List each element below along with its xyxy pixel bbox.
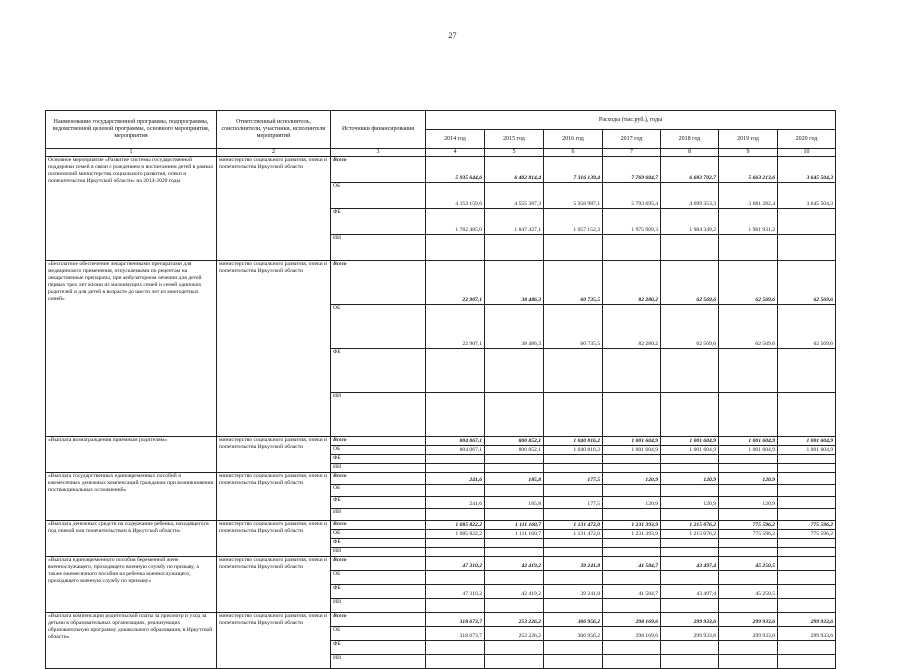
funding-source: ОБ bbox=[331, 183, 426, 209]
expense-value bbox=[778, 485, 836, 497]
expense-value bbox=[544, 485, 603, 497]
expense-value: 42 419,2 bbox=[485, 557, 544, 571]
expense-value: 185,8 bbox=[485, 497, 544, 509]
expense-value: 1 111 160,7 bbox=[485, 530, 544, 539]
expense-value: 1 215 076,2 bbox=[661, 521, 719, 530]
expense-value bbox=[544, 599, 603, 613]
expense-value bbox=[485, 571, 544, 585]
expense-value: 62 569,6 bbox=[719, 305, 778, 349]
expense-value: 38 486,3 bbox=[485, 261, 544, 305]
expense-value bbox=[603, 571, 661, 585]
expense-value bbox=[485, 539, 544, 548]
expense-value: 177,5 bbox=[544, 473, 603, 485]
expense-value: 800 852,1 bbox=[485, 446, 544, 455]
expense-value bbox=[544, 464, 603, 473]
expense-value: 1 111 160,7 bbox=[485, 521, 544, 530]
expense-value bbox=[719, 509, 778, 521]
measure-name: «Выплата вознаграждения приемным родителям» bbox=[46, 437, 217, 473]
expense-value: 1 131 472,0 bbox=[544, 530, 603, 539]
table-row bbox=[46, 157, 836, 183]
expense-value: 60 735,5 bbox=[544, 305, 603, 349]
expense-value bbox=[603, 235, 661, 261]
expense-value: 775 596,2 bbox=[719, 530, 778, 539]
column-number: 5 bbox=[485, 149, 544, 157]
funding-source: ОБ bbox=[331, 305, 426, 349]
expense-value: 1 001 604,9 bbox=[719, 446, 778, 455]
expense-value bbox=[603, 539, 661, 548]
expense-value bbox=[719, 655, 778, 669]
expense-value bbox=[778, 571, 836, 585]
expense-value: 1 040 816,2 bbox=[544, 446, 603, 455]
expense-value: 120,9 bbox=[719, 497, 778, 509]
expense-value bbox=[485, 548, 544, 557]
funding-source: ОБ bbox=[331, 627, 426, 641]
expense-value: 5 793 695,4 bbox=[603, 183, 661, 209]
expense-value bbox=[603, 655, 661, 669]
expense-value: 1 001 604,9 bbox=[661, 437, 719, 446]
expense-value bbox=[544, 393, 603, 437]
expense-value: 804 067,1 bbox=[426, 437, 485, 446]
header-year: 2018 год bbox=[661, 130, 719, 149]
expense-value: 41 584,7 bbox=[603, 585, 661, 599]
column-number: 10 bbox=[778, 149, 836, 157]
expense-value: 22 907,1 bbox=[426, 261, 485, 305]
expense-value bbox=[661, 464, 719, 473]
column-number: 6 bbox=[544, 149, 603, 157]
header-year: 2017 год bbox=[603, 130, 661, 149]
expense-value: 38 486,3 bbox=[485, 305, 544, 349]
expense-value: 7 316 139,4 bbox=[544, 157, 603, 183]
expense-value: 775 596,2 bbox=[719, 521, 778, 530]
expense-value: 804 067,1 bbox=[426, 446, 485, 455]
header-year: 2016 год bbox=[544, 130, 603, 149]
expense-value: 241,6 bbox=[426, 497, 485, 509]
header-year: 2014 год bbox=[426, 130, 485, 149]
expense-value bbox=[426, 464, 485, 473]
funding-source: ФБ bbox=[331, 585, 426, 599]
expense-value bbox=[719, 393, 778, 437]
expense-value: 120,9 bbox=[661, 497, 719, 509]
expense-value: 318 673,7 bbox=[426, 627, 485, 641]
measure-name: «Выплата единовременного пособия беременной жене военнослужащего, проходящего военную службу по призыву, а также ежемесячного пособия на ребенка военнослужащего, проходящего военную службу по призыву» bbox=[46, 557, 217, 613]
expense-value: 45 250,5 bbox=[719, 585, 778, 599]
expense-value bbox=[426, 641, 485, 655]
funding-source: Всего bbox=[331, 557, 426, 571]
funding-source: ИИ bbox=[331, 548, 426, 557]
expense-value: 45 250,5 bbox=[719, 557, 778, 571]
expense-value bbox=[778, 464, 836, 473]
expense-value: 1 131 472,0 bbox=[544, 521, 603, 530]
expense-value: 22 907,1 bbox=[426, 305, 485, 349]
funding-source: ФБ bbox=[331, 539, 426, 548]
expense-value: 3 681 282,4 bbox=[719, 183, 778, 209]
expense-value: 4 153 159,6 bbox=[426, 183, 485, 209]
funding-source: ФБ bbox=[331, 641, 426, 655]
expense-value: 62 569,6 bbox=[778, 261, 836, 305]
funding-source: Всего bbox=[331, 521, 426, 530]
expense-value bbox=[778, 557, 836, 571]
expense-value: 318 673,7 bbox=[426, 613, 485, 627]
column-number: 7 bbox=[603, 149, 661, 157]
expense-value bbox=[778, 349, 836, 393]
expense-value: 3 645 504,3 bbox=[778, 183, 836, 209]
expense-value bbox=[544, 655, 603, 669]
expense-value bbox=[778, 497, 836, 509]
expense-value: 3 645 504,3 bbox=[778, 157, 836, 183]
expense-value bbox=[603, 641, 661, 655]
expense-value bbox=[719, 548, 778, 557]
expense-value: 1 231 393,9 bbox=[603, 530, 661, 539]
expense-value: 39 241,8 bbox=[544, 557, 603, 571]
expense-value: 185,8 bbox=[485, 473, 544, 485]
expense-value bbox=[778, 585, 836, 599]
funding-source: ИИ bbox=[331, 509, 426, 521]
expense-value bbox=[544, 349, 603, 393]
expense-value bbox=[485, 599, 544, 613]
expense-value bbox=[778, 548, 836, 557]
expense-value bbox=[603, 455, 661, 464]
expense-value bbox=[719, 599, 778, 613]
expense-value bbox=[485, 235, 544, 261]
expense-value bbox=[426, 599, 485, 613]
measure-name: «Выплата государственных единовременных пособий и ежемесячных денежных компенсаций гражданам при возникновении поствакцинальных осложнений» bbox=[46, 473, 217, 521]
expense-value: 1 984 349,2 bbox=[661, 209, 719, 235]
expense-value: 241,6 bbox=[426, 473, 485, 485]
expense-value: 1 231 393,9 bbox=[603, 521, 661, 530]
expense-value: 120,9 bbox=[719, 473, 778, 485]
header-executor: Ответственный исполнитель, соисполнители, участники, исполнители мероприятий bbox=[217, 111, 331, 149]
expense-value bbox=[719, 464, 778, 473]
expense-value: 1 957 152,3 bbox=[544, 209, 603, 235]
expense-value bbox=[485, 455, 544, 464]
expense-value: 60 735,5 bbox=[544, 261, 603, 305]
expense-value: 299 933,6 bbox=[778, 613, 836, 627]
funding-source: ОБ bbox=[331, 571, 426, 585]
expense-value: 775 596,2 bbox=[778, 530, 836, 539]
executor-name: министерство социального развития, опеки и попечительства Иркутской области bbox=[217, 261, 331, 437]
expense-value: 1 040 816,2 bbox=[544, 437, 603, 446]
funding-source: Всего bbox=[331, 157, 426, 183]
expense-value bbox=[426, 539, 485, 548]
column-number: 1 bbox=[46, 149, 217, 157]
executor-name: министерство социального развития, опеки и попечительства Иркутской области bbox=[217, 157, 331, 261]
expense-value bbox=[778, 209, 836, 235]
expense-value bbox=[426, 393, 485, 437]
page-number: 27 bbox=[448, 31, 457, 40]
expense-value: 120,9 bbox=[603, 473, 661, 485]
expense-value bbox=[661, 349, 719, 393]
table-row bbox=[46, 473, 836, 485]
expense-value bbox=[485, 464, 544, 473]
expense-value bbox=[661, 235, 719, 261]
expense-value bbox=[661, 455, 719, 464]
expense-value bbox=[661, 655, 719, 669]
expense-value bbox=[661, 548, 719, 557]
expense-value bbox=[426, 235, 485, 261]
expense-value: 1 001 604,9 bbox=[661, 446, 719, 455]
expense-value bbox=[661, 393, 719, 437]
expense-value bbox=[778, 641, 836, 655]
expense-value: 82 280,2 bbox=[603, 305, 661, 349]
expense-value bbox=[603, 485, 661, 497]
expense-value: 47 310,2 bbox=[426, 557, 485, 571]
column-numbers-row bbox=[46, 149, 836, 157]
expense-value bbox=[485, 655, 544, 669]
expense-value bbox=[661, 571, 719, 585]
expense-value: 299 933,6 bbox=[661, 613, 719, 627]
expense-value: 177,5 bbox=[544, 497, 603, 509]
expense-value bbox=[661, 485, 719, 497]
expense-value: 1 975 909,3 bbox=[603, 209, 661, 235]
expense-value: 298 169,6 bbox=[603, 627, 661, 641]
column-number: 9 bbox=[719, 149, 778, 157]
expense-value: 1 001 604,9 bbox=[603, 446, 661, 455]
funding-source: ИИ bbox=[331, 464, 426, 473]
measure-name: «Бесплатное обеспечение лекарственными препаратами для медицинского применения, отпускаемыми по рецептам на лекарственные препараты, при амбулаторном лечении для детей первых трех лет жизни из малоимущих семей и семей одиноких родителей и для детей в возрасте до шести лет из многодетных семей» bbox=[46, 261, 217, 437]
expense-value: 299 933,6 bbox=[719, 627, 778, 641]
expense-value: 298 169,6 bbox=[603, 613, 661, 627]
expense-value: 1 215 076,2 bbox=[661, 530, 719, 539]
expense-value bbox=[544, 235, 603, 261]
measure-name: «Выплата денежных средств на содержание ребенка, находящегося под опекой или попечительством в Иркутской области» bbox=[46, 521, 217, 557]
header-year: 2020 год bbox=[778, 130, 836, 149]
funding-source: ИИ bbox=[331, 599, 426, 613]
expense-value bbox=[778, 393, 836, 437]
expense-value: 4 555 387,3 bbox=[485, 183, 544, 209]
expense-value: 1 001 604,9 bbox=[778, 446, 836, 455]
column-number: 3 bbox=[331, 149, 426, 157]
expense-value bbox=[485, 393, 544, 437]
header-expenses: Расходы (тыс.руб.), годы bbox=[426, 111, 836, 130]
expense-value bbox=[544, 539, 603, 548]
executor-name: министерство социального развития, опеки и попечительства Иркутской области bbox=[217, 557, 331, 613]
table-body bbox=[46, 157, 836, 669]
expense-value: 4 699 353,3 bbox=[661, 183, 719, 209]
expense-value bbox=[603, 509, 661, 521]
executor-name: министерство социального развития, опеки и попечительства Иркутской области bbox=[217, 521, 331, 557]
expense-value: 120,9 bbox=[661, 473, 719, 485]
measure-name: Основное мероприятие «Развитие системы государственной поддержки семей в связи с рождением и воспитанием детей в рамках полномочий министерства социального развития, опеки и попечительства Иркутской области» на 2014-2020 годы bbox=[46, 157, 217, 261]
expense-value: 5 358 987,1 bbox=[544, 183, 603, 209]
expense-value bbox=[426, 455, 485, 464]
expense-value: 306 956,2 bbox=[544, 627, 603, 641]
expense-value bbox=[719, 539, 778, 548]
executor-name: министерство социального развития, опеки и попечительства Иркутской области bbox=[217, 473, 331, 521]
expense-value bbox=[603, 349, 661, 393]
expense-value bbox=[426, 509, 485, 521]
expense-value bbox=[778, 655, 836, 669]
expense-value: 5 663 213,6 bbox=[719, 157, 778, 183]
expense-value: 253 226,2 bbox=[485, 627, 544, 641]
expense-value bbox=[426, 571, 485, 585]
expense-value bbox=[426, 349, 485, 393]
table-row bbox=[46, 613, 836, 627]
expense-value bbox=[719, 571, 778, 585]
expense-value: 62 569,6 bbox=[661, 261, 719, 305]
funding-source: ФБ bbox=[331, 209, 426, 235]
expense-value bbox=[778, 599, 836, 613]
expense-value: 6 402 814,4 bbox=[485, 157, 544, 183]
funding-source: Всего bbox=[331, 613, 426, 627]
header-program: Наименование государственной программы, подпрограммы, ведомственной целевой программы, основного мероприятия, мероприятия bbox=[46, 111, 217, 149]
column-number: 2 bbox=[217, 149, 331, 157]
expense-value bbox=[544, 455, 603, 464]
expense-value: 1 085 822,2 bbox=[426, 521, 485, 530]
funding-source: ИИ bbox=[331, 393, 426, 437]
expense-value: 800 852,1 bbox=[485, 437, 544, 446]
expense-value bbox=[661, 539, 719, 548]
expense-value: 1 001 604,9 bbox=[719, 437, 778, 446]
table-row bbox=[46, 521, 836, 530]
table-row bbox=[46, 437, 836, 446]
expense-value bbox=[485, 641, 544, 655]
expense-value bbox=[719, 485, 778, 497]
expense-value bbox=[603, 393, 661, 437]
expense-value bbox=[778, 509, 836, 521]
expense-value bbox=[778, 539, 836, 548]
expense-value: 42 419,2 bbox=[485, 585, 544, 599]
expense-value: 43 497,4 bbox=[661, 585, 719, 599]
executor-name: министерство социального развития, опеки и попечительства Иркутской области bbox=[217, 613, 331, 669]
expense-value bbox=[544, 571, 603, 585]
table-row bbox=[46, 261, 836, 305]
expense-value: 62 569,6 bbox=[778, 305, 836, 349]
expense-value: 306 956,2 bbox=[544, 613, 603, 627]
funding-source: ФБ bbox=[331, 349, 426, 393]
expense-value bbox=[426, 548, 485, 557]
expense-value: 1 001 604,9 bbox=[778, 437, 836, 446]
column-number: 4 bbox=[426, 149, 485, 157]
funding-source: ОБ bbox=[331, 530, 426, 539]
expense-value bbox=[485, 349, 544, 393]
table-row bbox=[46, 557, 836, 571]
expense-value: 82 280,2 bbox=[603, 261, 661, 305]
expenses-table bbox=[45, 110, 836, 669]
expense-value bbox=[603, 599, 661, 613]
expense-value: 5 935 644,6 bbox=[426, 157, 485, 183]
expense-value bbox=[544, 509, 603, 521]
expense-value: 1 001 604,9 bbox=[603, 437, 661, 446]
expense-value: 299 933,6 bbox=[778, 627, 836, 641]
funding-source: ИИ bbox=[331, 235, 426, 261]
executor-name: министерство социального развития, опеки и попечительства Иркутской области bbox=[217, 437, 331, 473]
column-number: 8 bbox=[661, 149, 719, 157]
expense-value bbox=[426, 485, 485, 497]
expense-value bbox=[426, 655, 485, 669]
funding-source: ОБ bbox=[331, 485, 426, 497]
expense-value bbox=[778, 235, 836, 261]
funding-source: Всего bbox=[331, 261, 426, 305]
expense-value bbox=[485, 509, 544, 521]
expense-value: 1 782 485,0 bbox=[426, 209, 485, 235]
expense-value bbox=[603, 464, 661, 473]
expense-value: 6 683 702,7 bbox=[661, 157, 719, 183]
expense-value bbox=[485, 485, 544, 497]
header-source: Источники финансирования bbox=[331, 111, 426, 149]
header-year: 2015 год bbox=[485, 130, 544, 149]
expense-value: 41 584,7 bbox=[603, 557, 661, 571]
funding-source: Всего bbox=[331, 437, 426, 446]
expense-value: 253 226,2 bbox=[485, 613, 544, 627]
expense-value bbox=[544, 548, 603, 557]
funding-source: ИИ bbox=[331, 655, 426, 669]
expense-value: 7 769 604,7 bbox=[603, 157, 661, 183]
expense-value bbox=[719, 235, 778, 261]
expense-value bbox=[661, 599, 719, 613]
expense-value bbox=[603, 548, 661, 557]
expense-value: 1 981 931,2 bbox=[719, 209, 778, 235]
funding-source: ФБ bbox=[331, 497, 426, 509]
funding-source: ОБ bbox=[331, 446, 426, 455]
expense-value bbox=[719, 641, 778, 655]
measure-name: «Выплата компенсации родительской платы за присмотр и уход за детьми в образовательных организациях, реализующих образовательную программу дошкольного образования, в Иркутской области» bbox=[46, 613, 217, 669]
expense-value: 299 933,6 bbox=[661, 627, 719, 641]
expense-value bbox=[544, 641, 603, 655]
expense-value: 47 310,2 bbox=[426, 585, 485, 599]
funding-source: Всего bbox=[331, 473, 426, 485]
expense-value: 120,9 bbox=[603, 497, 661, 509]
expense-value bbox=[661, 509, 719, 521]
header-year: 2019 год bbox=[719, 130, 778, 149]
expense-value bbox=[661, 641, 719, 655]
expense-value: 62 569,6 bbox=[661, 305, 719, 349]
expense-value: 62 569,6 bbox=[719, 261, 778, 305]
expense-value: 39 241,8 bbox=[544, 585, 603, 599]
expense-value: 1 085 822,2 bbox=[426, 530, 485, 539]
expense-value bbox=[719, 349, 778, 393]
expense-value: 1 847 427,1 bbox=[485, 209, 544, 235]
expense-value bbox=[778, 455, 836, 464]
expense-value: 43 497,4 bbox=[661, 557, 719, 571]
expense-value bbox=[719, 455, 778, 464]
expense-value: 299 933,6 bbox=[719, 613, 778, 627]
expense-value bbox=[778, 473, 836, 485]
expense-value: 775 596,2 bbox=[778, 521, 836, 530]
funding-source: ФБ bbox=[331, 455, 426, 464]
